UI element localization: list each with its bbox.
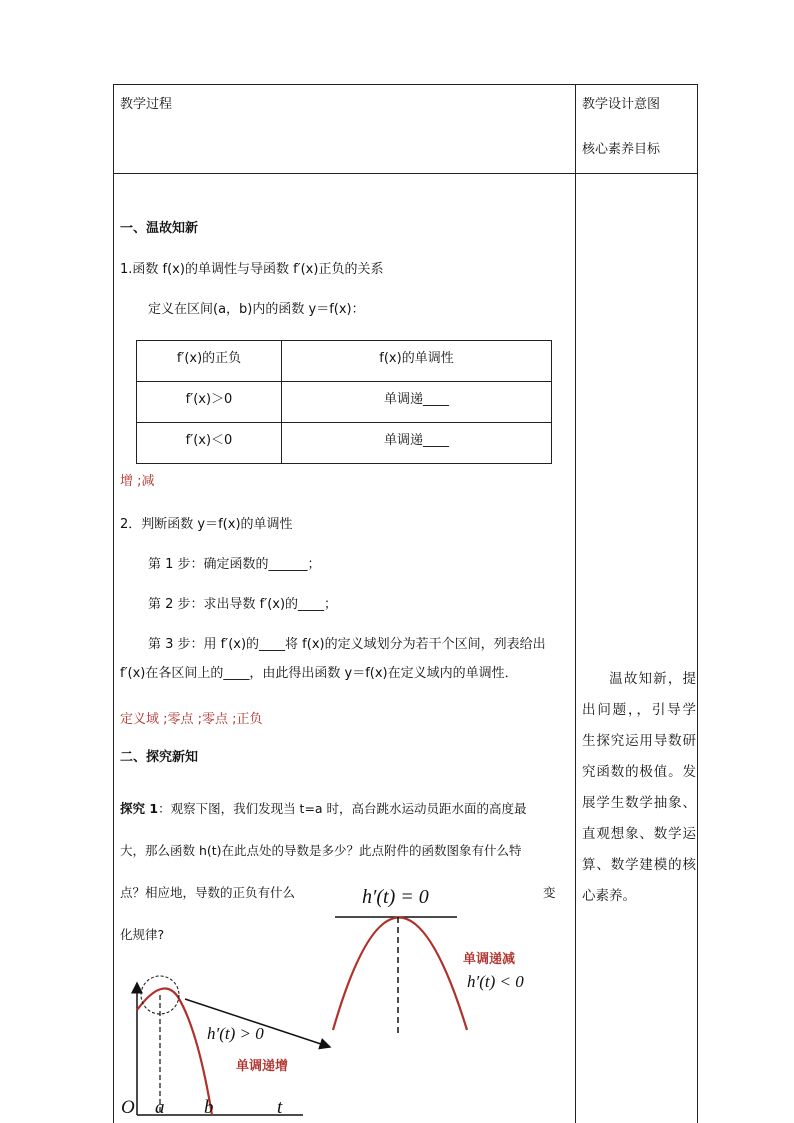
table-border-header xyxy=(113,173,698,174)
section2-title: 二、探究新知 xyxy=(120,750,199,765)
step-3-line2: f′(x)在各区间上的____，由此得出函数 y＝f(x)在定义域内的单调性． xyxy=(120,666,518,681)
header-design-intent: 教学设计意图 xyxy=(582,97,661,112)
axis-label-o: O xyxy=(121,1097,135,1118)
step-1: 第 1 步：确定函数的______； xyxy=(148,557,321,572)
axis-label-a: a xyxy=(155,1097,165,1118)
table-cell: 单调递____ xyxy=(282,423,552,464)
section1-item1: 1.函数 f(x)的单调性与导函数 f′(x)正负的关系 xyxy=(120,262,384,277)
table-header-sign: f′(x)的正负 xyxy=(137,341,282,382)
table-header-monotonicity: f(x)的单调性 xyxy=(282,341,552,382)
design-intent-text xyxy=(582,664,696,912)
explore-line3: 点？相应地，导数的正负有什么 xyxy=(120,885,296,900)
explore-line1 xyxy=(120,800,527,818)
table-border-right xyxy=(697,84,698,1123)
design-intent-body: 温故知新，提出问题，，引导学生探究运用导数研究函数的极值。发展学生数学抽象、直观想象、数学运算、数学建模的核心素养。 xyxy=(582,671,696,904)
header-teaching-process: 教学过程 xyxy=(120,97,173,112)
label-hprime-pos: h′(t) > 0 xyxy=(207,1024,264,1043)
table-cell: f′(x)＞0 xyxy=(137,382,282,423)
table-border-top xyxy=(113,84,698,85)
small-graph xyxy=(118,975,333,1123)
table-cell: f′(x)＜0 xyxy=(137,423,282,464)
explore-line4: 化规律? xyxy=(120,927,165,942)
step-2: 第 2 步：求出导数 f′(x)的____； xyxy=(148,597,338,612)
height-curve xyxy=(137,989,212,1115)
label-hprime-neg: h′(t) < 0 xyxy=(467,972,524,991)
header-core-literacy: 核心素养目标 xyxy=(582,142,661,157)
table-cell: 单调递____ xyxy=(282,382,552,423)
monotonicity-table xyxy=(136,340,552,464)
table-border-mid xyxy=(575,84,576,1123)
answer-steps: 定义域 ;零点 ;零点 ;正负 xyxy=(120,712,263,727)
explore-label: 探究 1 xyxy=(120,801,159,816)
parabola-curve xyxy=(333,918,467,1031)
section1-title: 一、温故知新 xyxy=(120,221,199,236)
axis-label-b: b xyxy=(204,1097,214,1118)
explore-line2: 大，那么函数 h(t)在此点处的导数是多少？此点附件的函数图象有什么特 xyxy=(120,843,522,858)
table-border-left xyxy=(113,84,114,1123)
label-increasing: 单调递增 xyxy=(236,1059,289,1074)
explore-line3-end: 变 xyxy=(543,885,556,900)
label-hprime-zero: h′(t) = 0 xyxy=(362,886,429,908)
label-decreasing: 单调递减 xyxy=(463,952,516,967)
section1-definition: 定义在区间(a，b)内的函数 y＝f(x)： xyxy=(148,302,365,317)
explore-text-1: ：观察下图，我们发现当 t=a 时，高台跳水运动员距水面的高度最 xyxy=(158,801,527,816)
axis-label-t: t xyxy=(277,1097,283,1118)
step-3-line1: 第 3 步：用 f′(x)的____将 f(x)的定义域划分为若干个区间，列表给出 xyxy=(148,637,546,652)
section1-item2: 2．判断函数 y＝f(x)的单调性 xyxy=(120,517,293,532)
answer-inc-dec: 增 ;减 xyxy=(120,474,155,489)
